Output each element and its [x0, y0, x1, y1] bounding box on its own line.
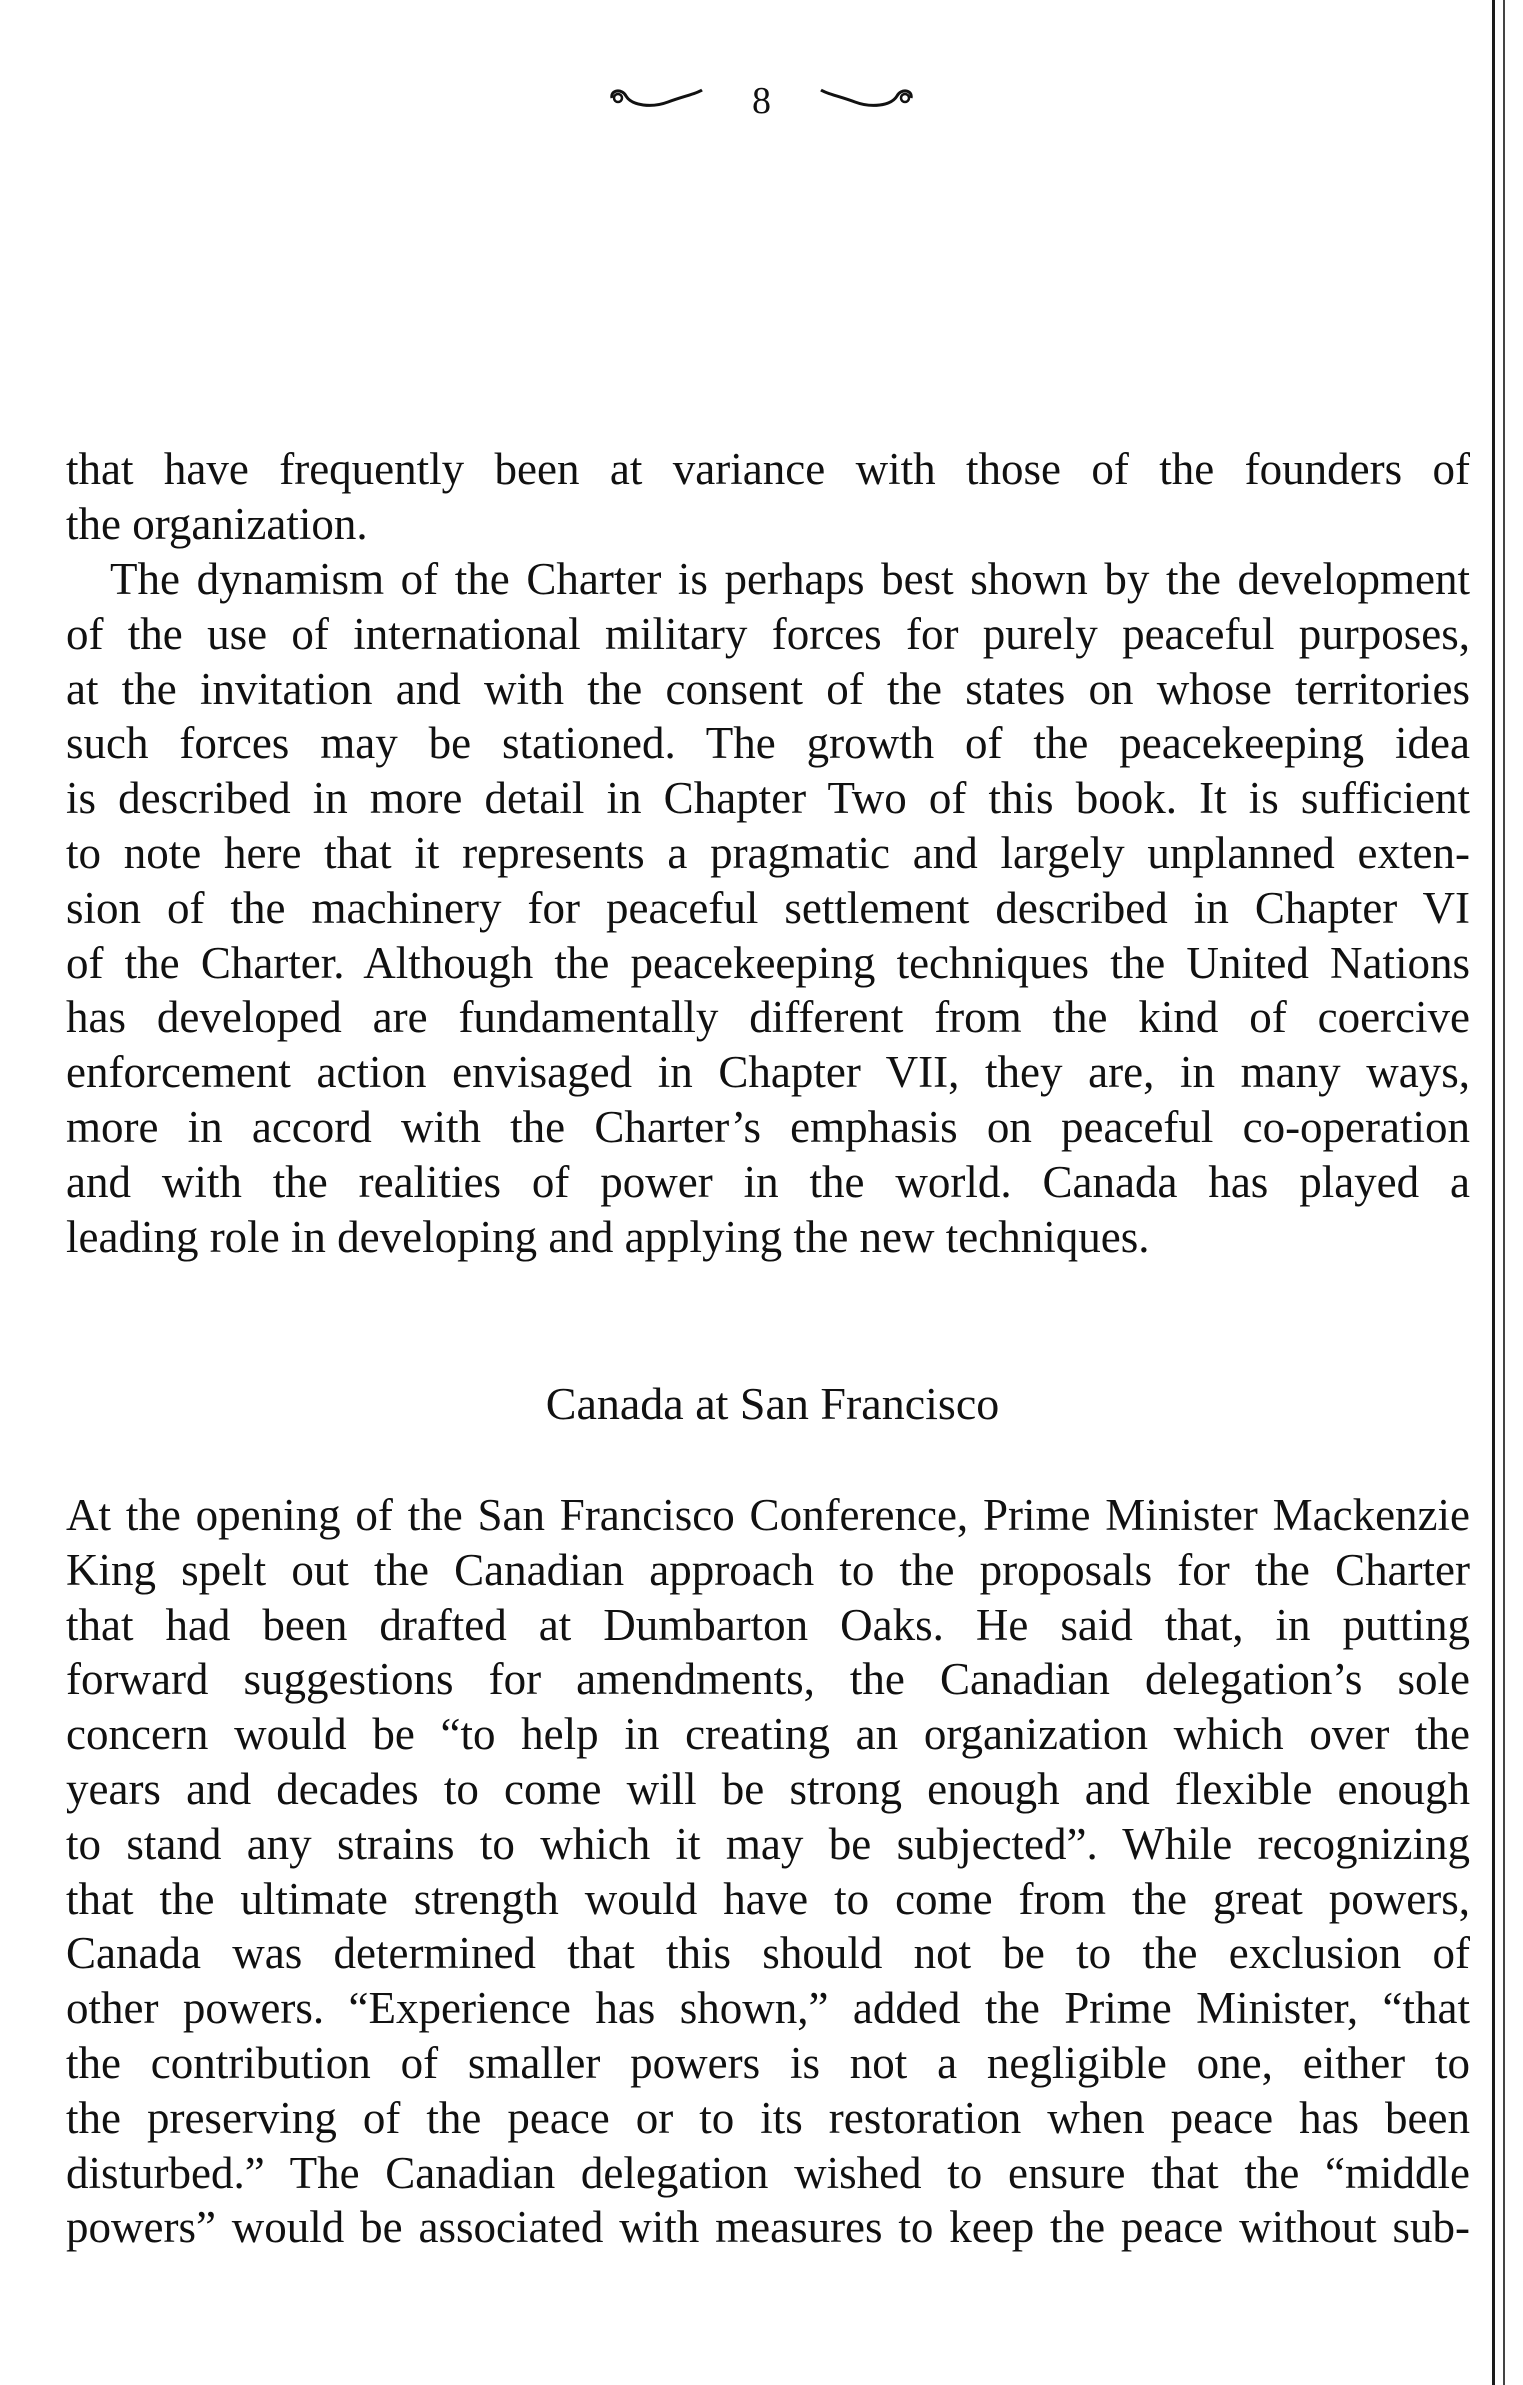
text-line: of the use of international military forces for purely peaceful purposes, — [66, 608, 1470, 659]
text-line: the organization. — [66, 498, 368, 549]
text-line: leading role in developing and applying the new techniques. — [66, 1211, 1150, 1262]
text-line: The dynamism of the Charter is perhaps best shown by the development — [110, 554, 1470, 604]
text-line: Canada was determined that this should not be to the exclusion of — [66, 1928, 1470, 1979]
text-line: that have frequently been at variance with those of the founders of — [66, 444, 1470, 494]
page-edge-shadow — [1503, 0, 1505, 2385]
text-line: is described in more detail in Chapter Two of this book. It is sufficient — [66, 773, 1470, 824]
text-line: more in accord with the Charter’s emphasis on peaceful co-operation — [66, 1101, 1470, 1152]
text-line: that had been drafted at Dumbarton Oaks. He said that, in putting — [66, 1599, 1470, 1650]
page-header — [0, 82, 1523, 120]
text-line: to stand any strains to which it may be subjected”. While recognizing — [66, 1818, 1470, 1869]
text-line: sion of the machinery for peaceful settlement described in Chapter VI — [66, 882, 1470, 933]
text-line: concern would be “to help in creating an organization which over the — [66, 1709, 1470, 1760]
text-line: such forces may be stationed. The growth of the peacekeeping idea — [66, 718, 1470, 769]
page-number: 8 — [752, 80, 771, 122]
paragraph-continuation — [66, 442, 1470, 552]
text-line: the preserving of the peace or to its restoration when peace has been — [66, 2092, 1470, 2143]
text-line: years and decades to come will be strong enough and flexible enough — [66, 1763, 1470, 1814]
text-line: at the invitation and with the consent of the states on whose territories — [66, 663, 1470, 714]
text-line: powers” would be associated with measures to keep the peace without sub- — [66, 2202, 1470, 2253]
paragraph-san-francisco — [66, 1488, 1470, 2255]
page-edge — [1492, 0, 1495, 2385]
text-line: to note here that it represents a pragmatic and largely unplanned exten- — [66, 827, 1470, 878]
text-line: of the Charter. Although the peacekeeping techniques the United Nations — [66, 937, 1470, 988]
text-line: the contribution of smaller powers is not a negligible one, either to — [66, 2037, 1470, 2088]
right-flourish-icon — [817, 84, 917, 118]
text-line: other powers. “Experience has shown,” added the Prime Minister, “that — [66, 1983, 1470, 2034]
text-line: forward suggestions for amendments, the Canadian delegation’s sole — [66, 1654, 1470, 1705]
paragraph-dynamism — [66, 552, 1470, 1264]
left-flourish-icon — [606, 84, 706, 118]
text-line: and with the realities of power in the world. Canada has played a — [66, 1156, 1470, 1207]
text-line: that the ultimate strength would have to come from the great powers, — [66, 1873, 1470, 1924]
text-line: At the opening of the San Francisco Conference, Prime Minister Mackenzie — [66, 1490, 1470, 1540]
text-line: enforcement action envisaged in Chapter VII, they are, in many ways, — [66, 1047, 1470, 1098]
text-line: King spelt out the Canadian approach to the proposals for the Charter — [66, 1544, 1470, 1595]
text-line: disturbed.” The Canadian delegation wished to ensure that the “middle — [66, 2147, 1470, 2198]
text-line: has developed are fundamentally different from the kind of coercive — [66, 992, 1470, 1043]
section-heading: Canada at San Francisco — [545, 1378, 1000, 1429]
